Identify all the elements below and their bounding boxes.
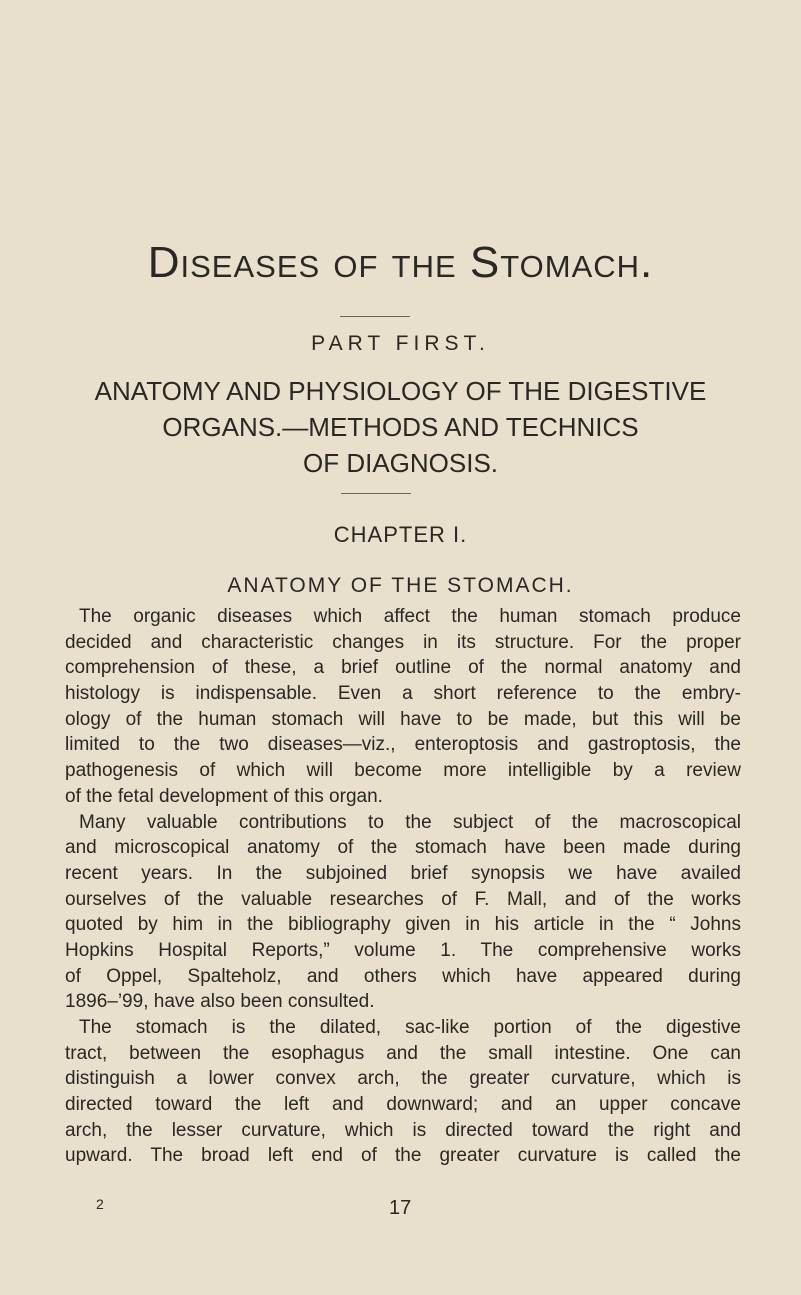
text-line: of Oppel, Spalteholz, and others which have appeared during [65,965,741,987]
text-line: Many valuable contributions to the subject of the macroscopical [79,811,741,833]
text-line: distinguish a lower convex arch, the greater curvature, which is [65,1068,741,1090]
text-line: decided and characteristic changes in its structure. For the proper [65,631,741,653]
book-title: Diseases of the Stomach. [147,238,654,287]
text-line: comprehension of these, a brief outline of the normal anatomy and [65,657,741,679]
text-line: Hopkins Hospital Reports,” volume 1. The comprehensive works [65,939,741,961]
divider-rule [341,493,411,494]
text-line: pathogenesis of which will become more intelligible by a review [65,760,741,782]
text-line: recent years. In the subjoined brief synopsis we have availed [65,862,741,884]
text-line: limited to the two diseases—viz., enteroptosis and gastroptosis, the [65,734,741,756]
text-line: ology of the human stomach will have to be made, but this will be [65,708,741,730]
text-line: and microscopical anatomy of the stomach have been made during [65,837,741,859]
chapter-heading: CHAPTER I. [333,522,468,547]
signature-mark: 2 [96,1196,104,1212]
text-line: arch, the lesser curvature, which is directed toward the right and [65,1119,741,1141]
body-text [65,604,741,1169]
section-heading: ANATOMY OF THE STOMACH. [227,574,574,597]
subtitle-line: ANATOMY AND PHYSIOLOGY OF THE DIGESTIVE [94,376,707,406]
subtitle-line: OF DIAGNOSIS. [302,448,499,478]
text-line: directed toward the left and downward; and an upper concave [65,1094,741,1116]
page-number: 17 [389,1197,412,1219]
text-line: The stomach is the dilated, sac-like portion of the digestive [79,1017,741,1038]
text-line: tract, between the esophagus and the small intestine. One can [65,1042,741,1064]
text-line: quoted by him in the bibliography given in his article in the “ Johns [65,914,741,936]
text-line: ourselves of the valuable researches of F. Mall, and of the works [65,888,741,910]
part-heading: PART FIRST. [311,332,490,355]
part-subtitle [0,373,801,481]
text-line: upward. The broad left end of the greater curvature is called the [65,1145,741,1167]
text-line: 1896–’99, have also been consulted. [65,991,375,1013]
text-line: The organic diseases which affect the human stomach produce [79,606,741,627]
text-line: histology is indispensable. Even a short reference to the embry- [65,683,741,705]
subtitle-line: ORGANS.—METHODS AND TECHNICS [162,412,639,442]
divider-rule [340,316,410,317]
text-line: of the fetal development of this organ. [65,785,383,807]
